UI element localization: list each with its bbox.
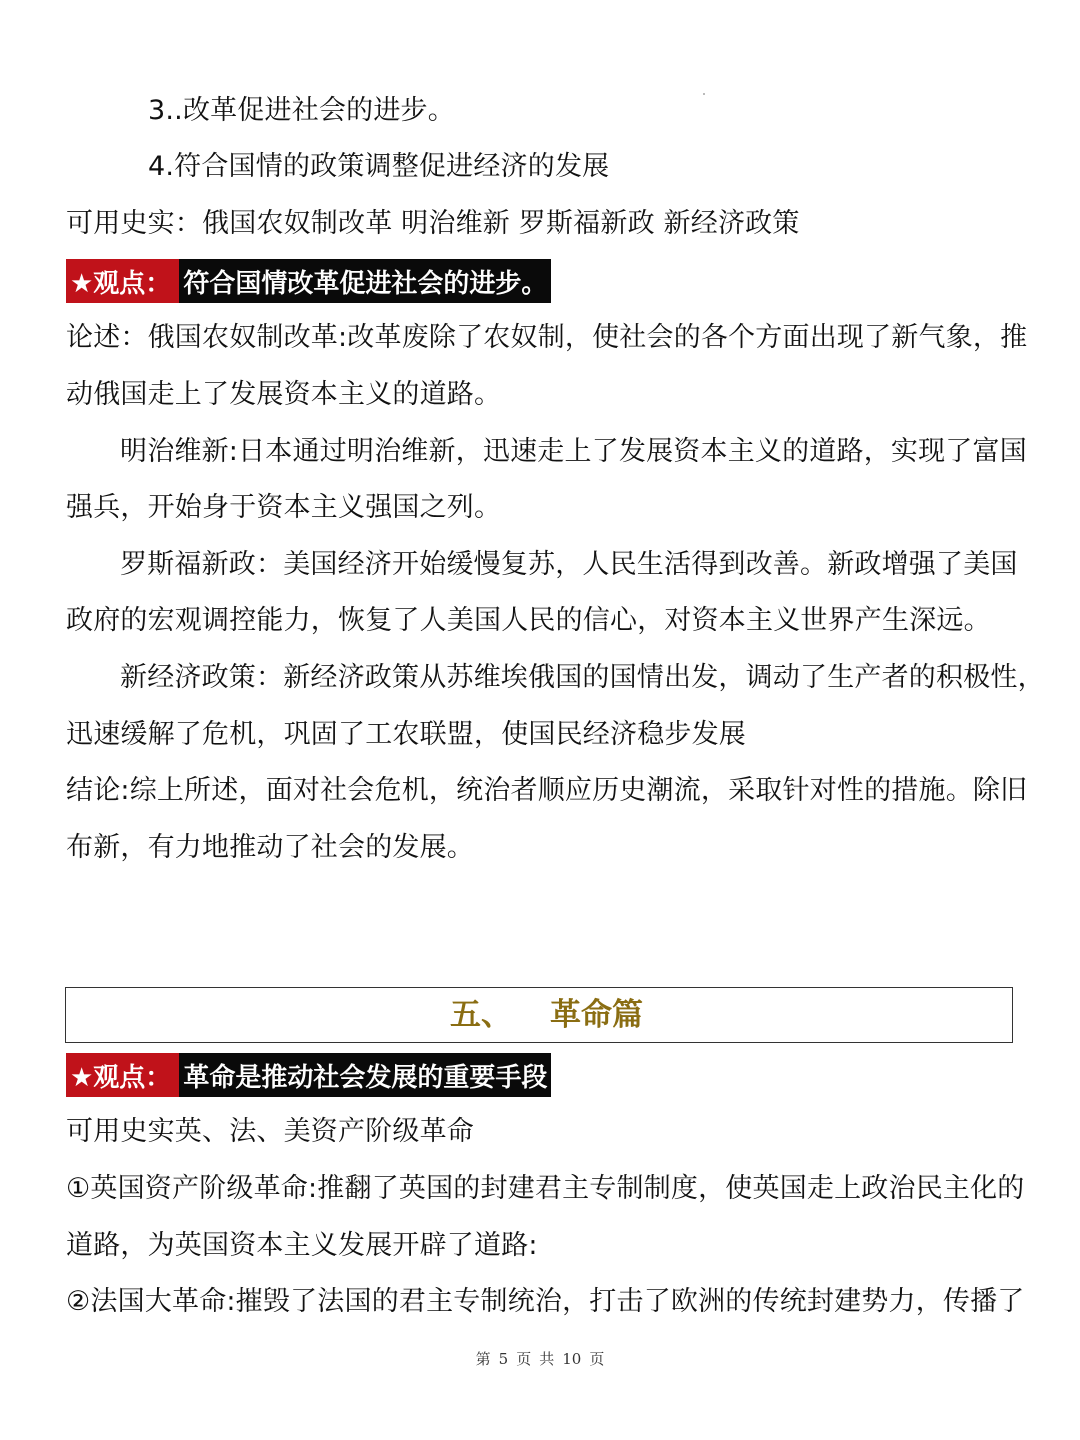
section-number: 五、 [450, 997, 512, 1033]
argument-line-4: 强兵，开始身于资本主义强国之列。 [66, 492, 502, 523]
argument-line-2: 动俄国走上了发展资本主义的道路。 [66, 379, 502, 410]
section-name: 革命篇 [550, 997, 643, 1033]
available-facts: 可用史实：俄国农奴制改革 明治维新 罗斯福新政 新经济政策 [66, 208, 800, 239]
argument-line-1: 论述：俄国农奴制改革:改革废除了农奴制，使社会的各个方面出现了新气象，推 [66, 322, 1028, 353]
argument-line-5: 罗斯福新政：美国经济开始缓慢复苏，人民生活得到改善。新政增强了美国 [120, 549, 1018, 580]
conclusion-line-1: 结论:综上所述，面对社会危机，统治者顺应历史潮流，采取针对性的措施。除旧 [66, 775, 1028, 806]
section-title [450, 995, 643, 1035]
argument-line-7: 新经济政策：新经济政策从苏维埃俄国的国情出发，调动了生产者的积极性， [120, 662, 1045, 693]
argument-line-8: 迅速缓解了危机，巩固了工农联盟，使国民经济稳步发展 [66, 719, 746, 750]
argument-line-3: 明治维新:日本通过明治维新，迅速走上了发展资本主义的道路，实现了富国 [120, 436, 1027, 467]
total-pages: 10 [562, 1350, 582, 1368]
conclusion-line-2: 布新，有力地推动了社会的发展。 [66, 832, 474, 863]
point-3: 3..改革促进社会的进步。 [148, 95, 455, 126]
page-number: 5 [498, 1350, 509, 1368]
footer-label: 页 [516, 1350, 532, 1368]
page-footer [0, 1348, 1080, 1369]
viewpoint-tag: ★观点： [66, 259, 179, 303]
revolution-line-3: ②法国大革命:摧毁了法国的君主专制统治，打击了欧洲的传统封建势力，传播了 [66, 1286, 1025, 1317]
footer-label: 共 [539, 1350, 555, 1368]
revolution-line-2: 道路，为英国资本主义发展开辟了道路: [66, 1230, 538, 1261]
point-4: 4.符合国情的政策调整促进经济的发展 [148, 151, 610, 182]
viewpoint-text: 符合国情改革促进社会的进步。 [179, 259, 551, 303]
viewpoint-text: 革命是推动社会发展的重要手段 [179, 1053, 551, 1097]
footer-label: 第 [475, 1350, 491, 1368]
revolution-facts: 可用史实英、法、美资产阶级革命 [66, 1116, 474, 1147]
viewpoint-badge-1 [66, 259, 551, 303]
revolution-line-1: ①英国资产阶级革命:推翻了英国的封建君主专制制度，使英国走上政治民主化的 [66, 1173, 1025, 1204]
speck [703, 93, 705, 95]
viewpoint-badge-2 [66, 1053, 551, 1097]
viewpoint-tag: ★观点： [66, 1053, 179, 1097]
argument-line-6: 政府的宏观调控能力，恢复了人美国人民的信心，对资本主义世界产生深远。 [66, 605, 991, 636]
footer-label: 页 [589, 1350, 605, 1368]
